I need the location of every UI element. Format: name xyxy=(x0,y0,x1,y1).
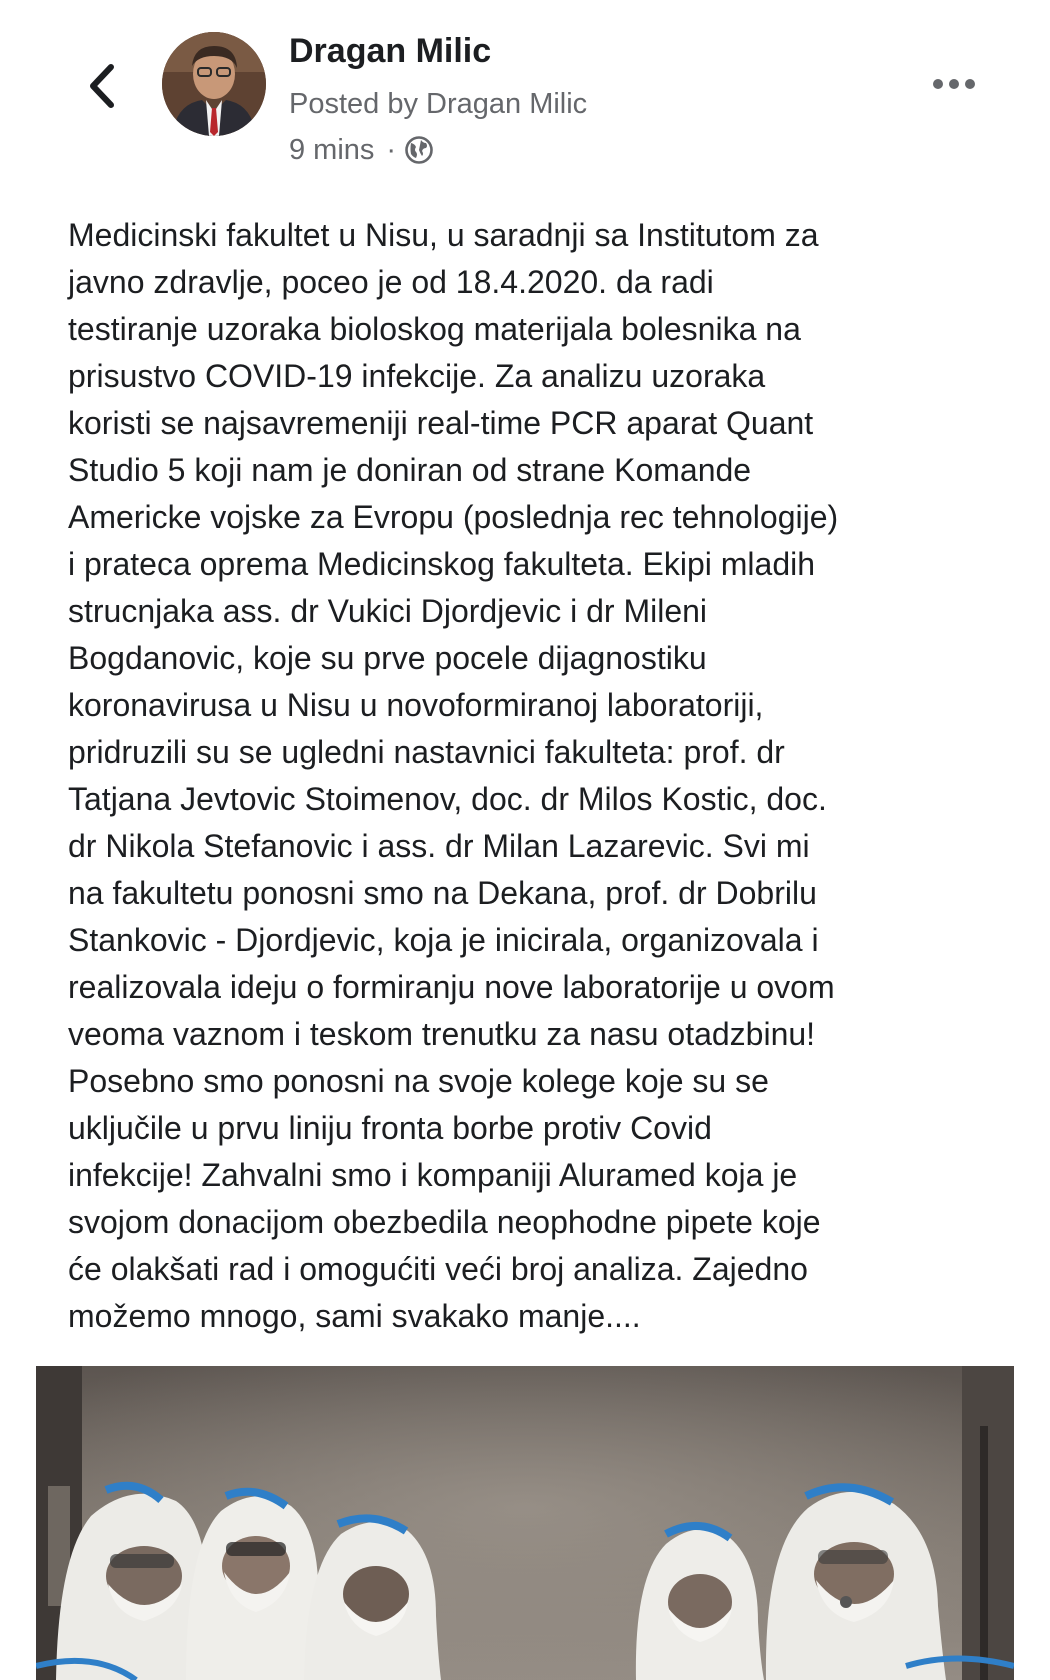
post-meta xyxy=(289,132,434,168)
avatar-photo xyxy=(162,32,266,136)
post-text-line: Stankovic - Djordjevic, koja je inicirala, organizovala i xyxy=(68,922,819,958)
post-text-line: uključile u prvu liniju fronta borbe protiv Covid xyxy=(68,1110,712,1146)
post-text-line: na fakultetu ponosni smo na Dekana, prof. dr Dobrilu xyxy=(68,875,817,911)
post-text-line: Studio 5 koji nam je doniran od strane Komande xyxy=(68,452,752,488)
post-text-line: Americke vojske za Evropu (poslednja rec tehnologije) xyxy=(68,499,839,535)
post-text-line: dr Nikola Stefanovic i ass. dr Milan Lazarevic. Svi mi xyxy=(68,828,810,864)
post-text-line: koristi se najsavremeniji real-time PCR aparat Quant xyxy=(68,405,814,441)
post-text-line: Tatjana Jevtovic Stoimenov, doc. dr Milos Kostic, doc. xyxy=(68,781,827,817)
post-text-line: infekcije! Zahvalni smo i kompaniji Aluramed koja je xyxy=(68,1157,798,1193)
post-text-line: pridruzili su se ugledni nastavnici fakulteta: prof. dr xyxy=(68,734,785,770)
post-text-line: realizovala ideju o formiranju nove laboratorije u ovom xyxy=(68,969,835,1005)
post-text-line: svojom donacijom obezbedila neophodne pipete koje xyxy=(68,1204,821,1240)
more-horizontal-icon xyxy=(932,78,976,90)
post-text-line: možemo mnogo, sami svakako manje.... xyxy=(68,1298,641,1334)
more-options-button[interactable] xyxy=(928,66,980,102)
team-in-protective-suits-photo xyxy=(36,1366,1014,1680)
post-text-line: javno zdravlje, poceo je od 18.4.2020. da radi xyxy=(68,264,714,300)
post-header xyxy=(0,0,1050,190)
back-button[interactable] xyxy=(74,58,130,114)
post-photo[interactable] xyxy=(36,1366,1014,1680)
post-text-line: Medicinski fakultet u Nisu, u saradnji sa Institutom za xyxy=(68,217,819,253)
post-text-line: Posebno smo ponosni na svoje kolege koje su se xyxy=(68,1063,769,1099)
post-timestamp[interactable]: 9 mins xyxy=(289,133,375,166)
post-text-line: testiranje uzoraka bioloskog materijala bolesnika na xyxy=(68,311,801,347)
post-text-line: prisustvo COVID-19 infekcije. Za analizu uzoraka xyxy=(68,358,766,394)
author-name[interactable]: Dragan Milic xyxy=(289,32,492,70)
avatar[interactable] xyxy=(162,32,266,136)
post-text-line: koronavirusa u Nisu u novoformiranoj laboratoriji, xyxy=(68,687,764,723)
chevron-left-icon xyxy=(87,63,117,109)
post-text-line: strucnjaka ass. dr Vukici Djordjevic i dr Mileni xyxy=(68,593,708,629)
post-text-line: i prateca oprema Medicinskog fakulteta. Ekipi mladih xyxy=(68,546,816,582)
posted-by-label: Posted by Dragan Milic xyxy=(289,88,588,120)
post-text-line: Bogdanovic, koje su prve pocele dijagnostiku xyxy=(68,640,707,676)
post-text-line: veoma vaznom i teskom trenutku za nasu otadzbinu! xyxy=(68,1016,816,1052)
meta-separator: · xyxy=(386,133,397,166)
post-text-line: će olakšati rad i omogućiti veći broj analiza. Zajedno xyxy=(68,1251,808,1287)
globe-icon[interactable] xyxy=(404,135,434,165)
post-body xyxy=(68,212,1008,1340)
